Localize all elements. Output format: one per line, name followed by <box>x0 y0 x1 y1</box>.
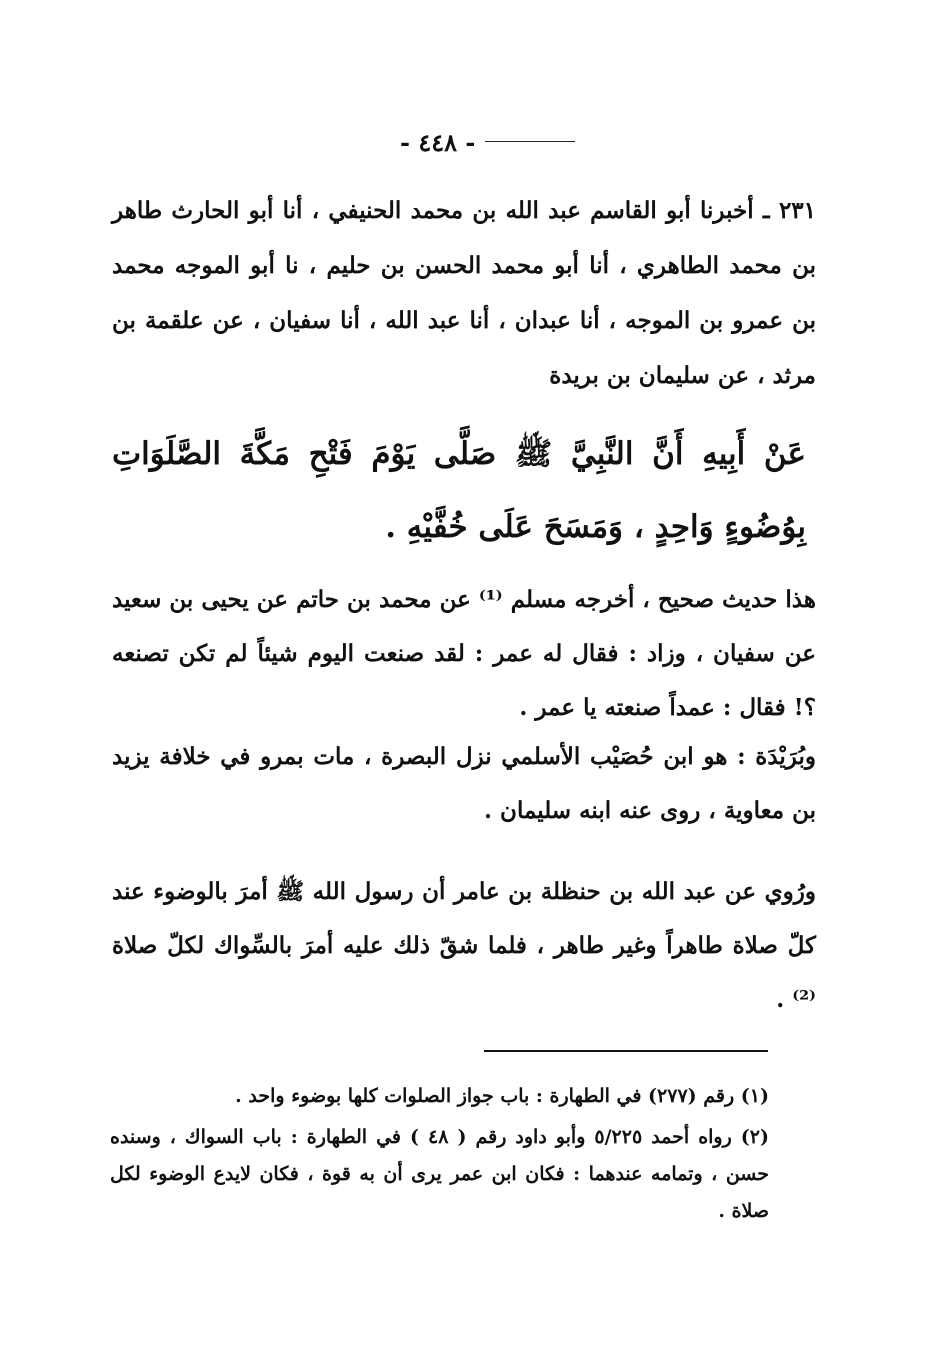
header-rule <box>485 141 575 142</box>
commentary-paragraph: هذا حديث صحيح ، أخرجه مسلم ⁽¹⁾ عن محمد بن حاتم عن يحيى بن سعيد عن سفيان ، وزاد : فقال له عمر : لقد صنعت اليوم شيئاً لم تكن تصنعه ؟! فقال : عمداً صنعته يا عمر . <box>112 586 816 721</box>
commentary-paragraph: وبُرَيْدَة : هو ابن حُصَيْب الأسلمي نزل البصرة ، مات بمرو في خلافة يزيد بن معاوية ، روى عنه ابنه سليمان . <box>112 743 816 824</box>
page-number: - ٤٤٨ - <box>400 128 476 157</box>
footnote-separator <box>484 1050 768 1052</box>
footnote: (١) رقم (٢٧٧) في الطهارة : باب جواز الصلوات كلها بوضوء واحد . <box>235 1085 769 1107</box>
page-header <box>360 128 580 160</box>
isnad-paragraph: ٢٣١ ـ أخبرنا أبو القاسم عبد الله بن محمد الحنيفي ، أنا أبو الحارث طاهر بن محمد الطاهري ، أنا أبو محمد الحسن بن حليم ، نا أبو الموجه محمد بن عمرو بن الموجه ، أنا عبدان ، أنا عبد الله ، أنا سفيان ، عن علقمة بن مرثد ، عن سليمان بن بريدة <box>112 197 816 389</box>
hadith-text: عَنْ أَبِيهِ أَنَّ النَّبِيَّ ﷺ صَلَّى يَوْمَ فَتْحِ مَكَّةَ الصَّلَوَاتِ بِوُضُوءٍ وَاحِدٍ ، وَمَسَحَ عَلَى خُفَّيْهِ . <box>112 436 806 545</box>
footnotes <box>110 1078 769 1234</box>
footnote: (٢) رواه أحمد ٥/٢٢٥ وأبو داود رقم ( ٤٨ ) في الطهارة : باب السواك ، وسنده حسن ، وتمامه عندهما : فكان ابن عمر يرى أن به قوة ، فكان لايدع الوضوء لكل صلاة . <box>110 1126 770 1222</box>
commentary-paragraph: ورُوي عن عبد الله بن حنظلة بن عامر أن رسول الله ﷺ أمرَ بالوضوء عند كلّ صلاة طاهراً وغير طاهر ، فلما شقّ ذلك عليه أمرَ بالسِّواك لكلّ صلاة ⁽²⁾ . <box>112 878 816 1013</box>
